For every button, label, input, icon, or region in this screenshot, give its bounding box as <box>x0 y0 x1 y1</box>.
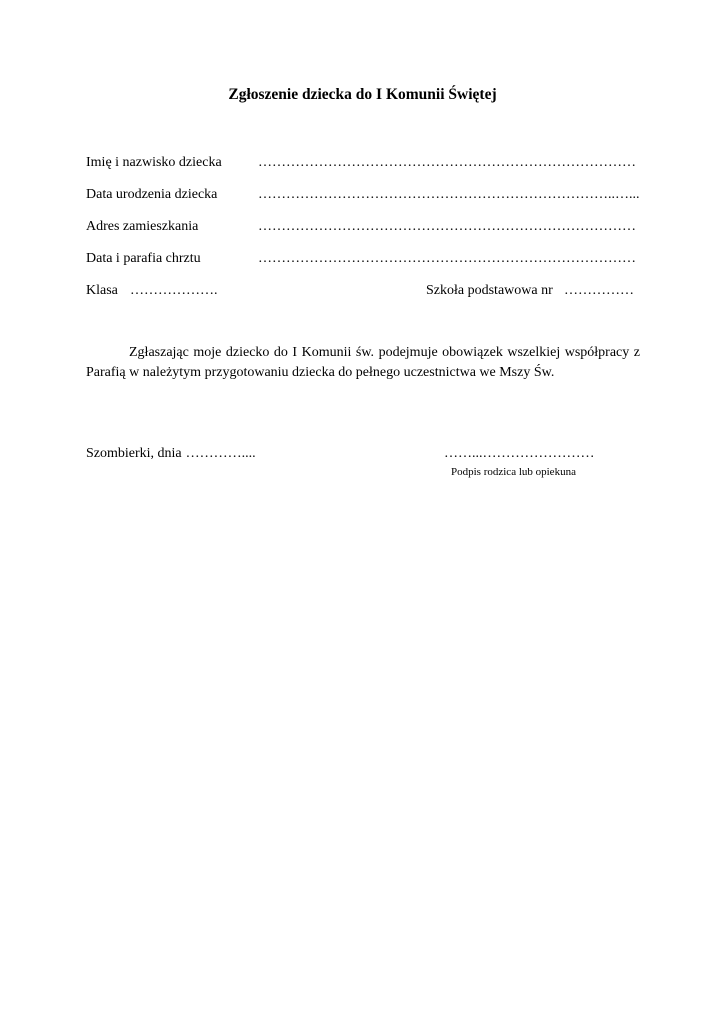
baptism-blank[interactable]: ……………………………………………………………………… <box>258 251 636 266</box>
child-name-label: Imię i nazwisko dziecka <box>86 155 222 170</box>
signature-blank[interactable]: ……...…………………… <box>444 446 595 461</box>
address-blank[interactable]: ……………………………………………………………………… <box>258 219 636 234</box>
class-blank[interactable]: ………………. <box>130 283 218 298</box>
class-label: Klasa <box>86 283 118 298</box>
baptism-field <box>86 251 642 271</box>
signature-caption: Podpis rodzica lub opiekuna <box>451 466 576 478</box>
birth-date-label: Data urodzenia dziecka <box>86 187 218 202</box>
place-date-field <box>86 446 256 462</box>
child-name-blank[interactable]: ……………………………………………………………………… <box>258 155 636 170</box>
school-label: Szkoła podstawowa nr <box>426 283 553 298</box>
document-title: Zgłoszenie dziecka do I Komunii Świętej <box>228 86 497 103</box>
address-field <box>86 219 642 239</box>
address-label: Adres zamieszkania <box>86 219 199 234</box>
class-school-row <box>86 283 642 303</box>
declaration-paragraph: Zgłaszając moje dziecko do I Komunii św. podejmuje obowiązek wszelkiej współpracy z Parafią w należytym przygotowaniu dziecka do pełnego uczestnictwa we Mszy Św. <box>86 345 640 380</box>
child-name-field <box>86 155 642 175</box>
birth-date-field <box>86 187 642 207</box>
baptism-label: Data i parafia chrztu <box>86 251 201 266</box>
place-date-label: Szombierki, dnia <box>86 446 182 461</box>
school-number-blank[interactable]: …………… <box>564 283 634 298</box>
date-blank[interactable]: ………….... <box>185 446 256 461</box>
birth-date-blank[interactable]: …………………………………………………………………..…... <box>258 187 640 202</box>
